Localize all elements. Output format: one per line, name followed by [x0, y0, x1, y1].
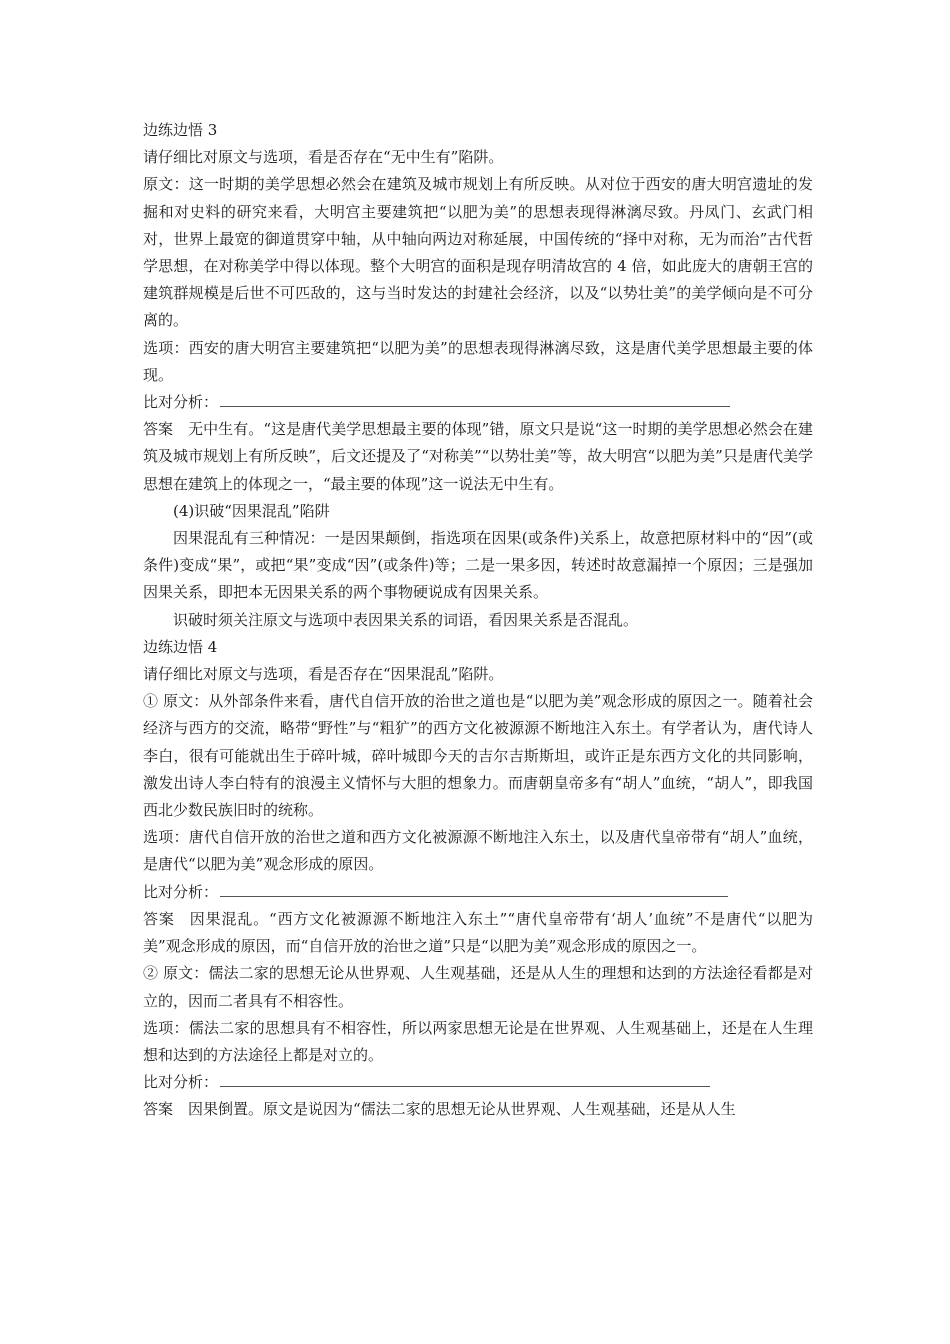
compare-label: 比对分析： [143, 393, 219, 412]
exercise-instruction: 请仔细比对原文与选项，看是否存在“因果混乱”陷阱。 [143, 665, 504, 684]
answer-paragraph-1 [143, 906, 813, 960]
answer-text: 无中生有。“这是唐代美学思想最主要的体现”错，原文只是说“这一时期的美学思想必然会在建筑及城市规划上有所反映”，后文还提及了“对称美”“以势壮美”等，故大明宫“以肥为美”只是唐代美学思想在建筑上的体现之一，“最主要的体现”这一说法无中生有。 [143, 420, 813, 493]
option-text: 选项：西安的唐大明宫主要建筑把“以肥为美”的思想表现得淋漓尽致，这是唐代美学思想最主要的体现。 [143, 338, 813, 384]
answer-text: 因果混乱。“西方文化被源源不断地注入东土”“唐代皇帝带有‘胡人’血统”不是唐代“以肥为美”观念形成的原因，而“自信开放的治世之道”只是“以肥为美”观念形成的原因之一。 [143, 909, 813, 956]
answer-label: 答案 [143, 1100, 174, 1119]
answer-paragraph-2 [143, 1096, 813, 1123]
answer-label: 答案 [143, 909, 175, 928]
compare-label: 比对分析： [143, 1073, 219, 1092]
original-text-2: ② 原文：儒法二家的思想无论从世界观、人生观基础，还是从人生的理想和达到的方法途径看都是对立的，因而二者具有不相容性。 [143, 964, 813, 1010]
answer-label: 答案 [143, 420, 174, 439]
answer-blank [220, 879, 728, 897]
compare-label: 比对分析： [143, 882, 219, 901]
answer-paragraph [143, 416, 813, 498]
compare-analysis-line [143, 879, 813, 906]
method-heading: (4)识破“因果混乱”陷阱 [173, 501, 330, 520]
compare-analysis-line [143, 1069, 813, 1096]
answer-text: 因果倒置。原文是说因为“儒法二家的思想无论从世界观、人生观基础，还是从人生 [188, 1100, 736, 1119]
compare-analysis-line [143, 389, 813, 416]
exercise-instruction: 请仔细比对原文与选项，看是否存在“无中生有”陷阱。 [143, 148, 504, 167]
original-text-1: ① 原文：从外部条件来看，唐代自信开放的治世之道也是“以肥为美”观念形成的原因之一。随着社会经济与西方的交流，略带“野性”与“粗犷”的西方文化被源源不断地注入东土。有学者认为，唐代诗人李白，很有可能就出生于碎叶城，碎叶城即今天的吉尔吉斯斯坦，或许正是东西方文化的共同影响，激发出诗人李白特有的浪漫主义情怀与大胆的想象力。而唐朝皇帝多有“胡人”血统，“胡人”，即我国西北少数民族旧时的统称。 [143, 692, 813, 820]
exercise-title: 边练边悟 4 [143, 637, 218, 656]
exercise-title: 边练边悟 3 [143, 121, 218, 139]
original-text: 原文：这一时期的美学思想必然会在建筑及城市规划上有所反映。从对位于西安的唐大明宫遗址的发掘和对史料的研究来看，大明宫主要建筑把“以肥为美”的思想表现得淋漓尽致。丹凤门、玄武门相对，世界上最宽的御道贯穿中轴，从中轴向两边对称延展，中国传统的“择中对称，无为而治”古代哲学思想，在对称美学中得以体现。整个大明宫的面积是现存明清故宫的 4 倍，如此庞大的唐朝王宫的建筑群规模是后世不可匹敌的，这与当时发达的封建社会经济，以及“以势壮美”的美学倾向是不可分离的。 [143, 175, 813, 330]
method-paragraph-2: 识破时须关注原文与选项中表因果关系的词语，看因果关系是否混乱。 [173, 610, 639, 629]
option-text-2: 选项：儒法二家的思想具有不相容性，所以两家思想无论是在世界观、人生观基础上，还是在人生理想和达到的方法途径上都是对立的。 [143, 1018, 813, 1064]
option-text-1: 选项：唐代自信开放的治世之道和西方文化被源源不断地注入东土，以及唐代皇帝带有“胡人”血统，是唐代“以肥为美”观念形成的原因。 [143, 828, 813, 874]
method-paragraph: 因果混乱有三种情况：一是因果颠倒，指选项在因果(或条件)关系上，故意把原材料中的“因”(或条件)变成“果”，或把“果”变成“因”(或条件)等；二是一果多因，转述时故意漏掉一个原因；三是强加因果关系，即把本无因果关系的两个事物硬说成有因果关系。 [143, 529, 813, 602]
answer-blank [220, 389, 730, 407]
document-page [143, 117, 813, 1124]
answer-blank [220, 1069, 710, 1087]
